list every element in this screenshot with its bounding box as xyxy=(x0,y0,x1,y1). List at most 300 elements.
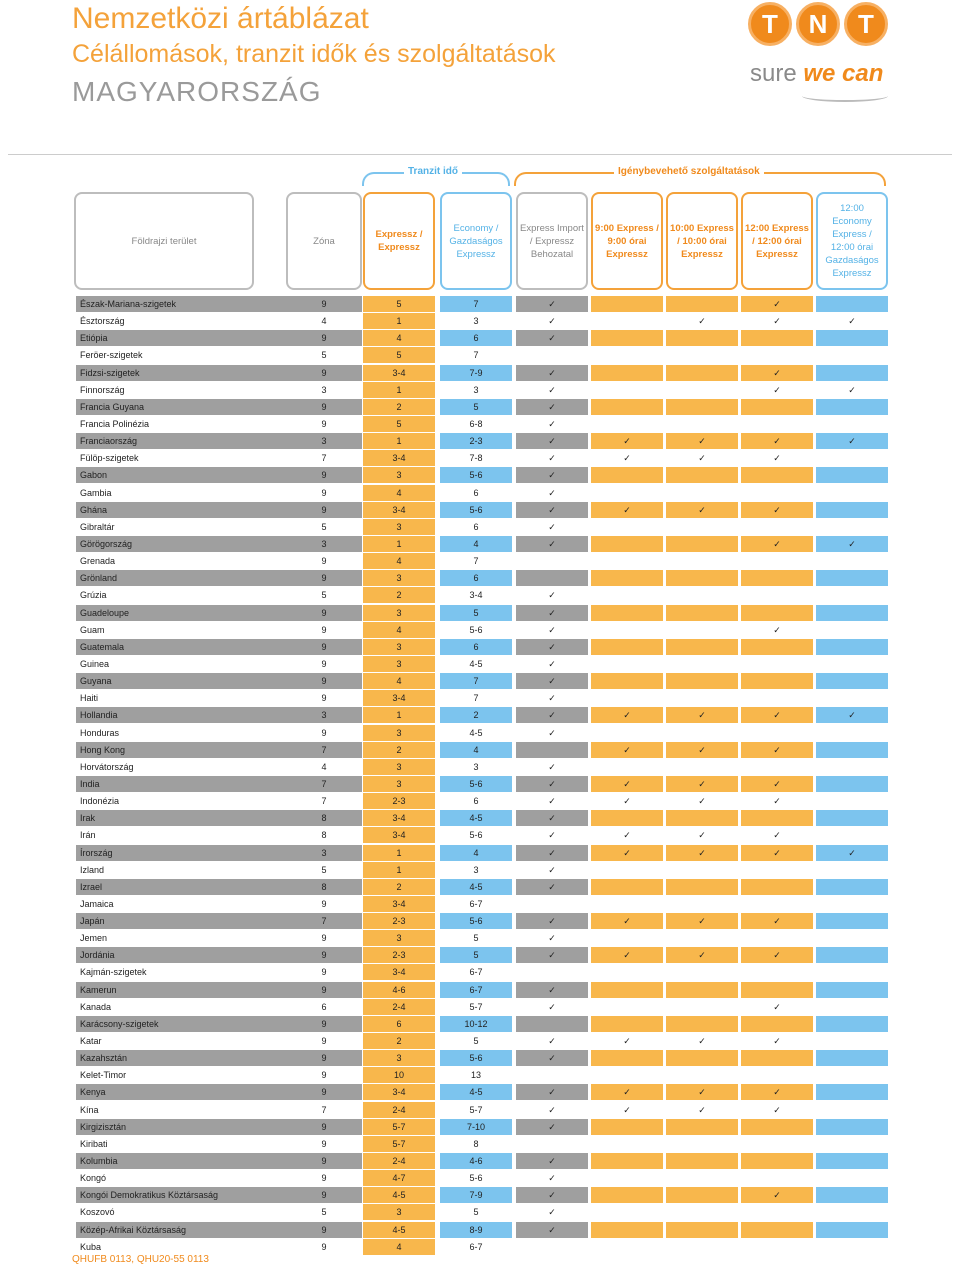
row-zone: 8 xyxy=(286,810,362,826)
service-check-cell xyxy=(516,964,588,980)
row-country: Kelet-Timor xyxy=(80,1070,127,1081)
row-economy-days: 5-6 xyxy=(440,913,512,929)
service-check-cell xyxy=(816,502,888,518)
service-check-cell xyxy=(741,1222,813,1238)
row-country: Írország xyxy=(76,845,286,861)
service-check-cell xyxy=(591,1222,663,1238)
check-icon: ✓ xyxy=(666,1084,738,1100)
service-check-cell xyxy=(516,347,588,363)
footer-code: QHUFB 0113, QHU20-55 0113 xyxy=(72,1254,209,1265)
check-icon: ✓ xyxy=(698,830,706,841)
row-economy-days: 5 xyxy=(440,947,512,963)
row-express-days: 4 xyxy=(363,1239,435,1255)
service-check-cell xyxy=(591,1170,663,1186)
service-check-cell xyxy=(666,485,738,501)
row-economy-days: 5-6 xyxy=(469,624,483,635)
row-zone: 3 xyxy=(286,707,362,723)
check-icon: ✓ xyxy=(773,453,781,464)
row-express-days: 3-4 xyxy=(363,896,435,912)
service-check-cell xyxy=(816,1222,888,1238)
row-express-days: 3 xyxy=(363,776,435,792)
row-economy-days: 13 xyxy=(470,1070,481,1081)
row-economy-days: 5-6 xyxy=(440,467,512,483)
row-express-days: 3 xyxy=(363,1050,435,1066)
check-icon: ✓ xyxy=(516,433,588,449)
table-row xyxy=(76,673,888,690)
row-economy-days: 6 xyxy=(473,521,479,532)
row-country: Jamaica xyxy=(80,898,114,909)
service-check-cell xyxy=(591,982,663,998)
check-icon: ✓ xyxy=(516,673,588,689)
check-icon: ✓ xyxy=(548,521,556,532)
row-economy-days: 10-12 xyxy=(440,1016,512,1032)
row-zone: 9 xyxy=(286,947,362,963)
services-group-label: Igénybevehető szolgáltatások xyxy=(614,166,764,177)
check-icon: ✓ xyxy=(516,399,588,415)
service-check-cell xyxy=(591,519,663,535)
service-check-cell xyxy=(591,587,663,603)
service-check-cell xyxy=(741,879,813,895)
row-zone: 9 xyxy=(286,1187,362,1203)
service-check-cell xyxy=(741,1153,813,1169)
row-express-days: 3 xyxy=(363,467,435,483)
service-check-cell xyxy=(741,587,813,603)
check-icon: ✓ xyxy=(516,879,588,895)
header-twelve-economy: 12:00 Economy Express / 12:00 órai Gazdaságos Expressz xyxy=(816,192,888,290)
table-row xyxy=(76,570,888,587)
check-icon: ✓ xyxy=(548,796,556,807)
row-economy-days: 6-7 xyxy=(469,967,483,978)
row-zone: 5 xyxy=(321,350,327,361)
row-zone: 9 xyxy=(321,556,327,567)
service-check-cell xyxy=(816,982,888,998)
table-row xyxy=(76,1136,888,1153)
table-row xyxy=(76,1033,888,1050)
row-country: Katar xyxy=(80,1036,102,1047)
row-country: Feröer-szigetek xyxy=(80,350,143,361)
table-row xyxy=(76,759,888,776)
check-icon: ✓ xyxy=(591,947,663,963)
row-economy-days: 7 xyxy=(473,556,479,567)
row-express-days: 6 xyxy=(363,1016,435,1032)
row-country: Haiti xyxy=(80,693,99,704)
row-zone: 9 xyxy=(286,1084,362,1100)
table-row xyxy=(76,502,888,519)
service-check-cell xyxy=(741,810,813,826)
row-zone: 9 xyxy=(321,933,327,944)
table-row xyxy=(76,1084,888,1101)
check-icon: ✓ xyxy=(516,536,588,552)
check-icon: ✓ xyxy=(548,761,556,772)
row-zone: 9 xyxy=(286,330,362,346)
row-express-days: 1 xyxy=(363,433,435,449)
check-icon: ✓ xyxy=(516,1084,588,1100)
row-zone: 7 xyxy=(321,453,327,464)
page-title: Nemzetközi ártáblázat xyxy=(72,2,369,35)
service-check-cell xyxy=(816,587,888,603)
tagline-we-can: we can xyxy=(803,60,884,87)
row-economy-days: 3 xyxy=(473,864,479,875)
check-icon: ✓ xyxy=(623,1036,631,1047)
service-check-cell xyxy=(741,399,813,415)
service-check-cell xyxy=(816,622,888,638)
service-check-cell xyxy=(816,605,888,621)
row-zone: 9 xyxy=(321,898,327,909)
row-country: Japán xyxy=(76,913,286,929)
check-icon: ✓ xyxy=(516,776,588,792)
row-express-days: 2-4 xyxy=(363,1102,435,1118)
row-country: Guatemala xyxy=(76,639,286,655)
service-check-cell xyxy=(591,725,663,741)
service-check-cell xyxy=(666,570,738,586)
row-economy-days: 4-5 xyxy=(440,1084,512,1100)
service-check-cell xyxy=(666,964,738,980)
row-express-days: 4-6 xyxy=(363,982,435,998)
table-row xyxy=(76,313,888,330)
table-row xyxy=(76,827,888,844)
check-icon: ✓ xyxy=(816,433,888,449)
row-zone: 9 xyxy=(321,1070,327,1081)
check-icon: ✓ xyxy=(666,913,738,929)
row-economy-days: 5-6 xyxy=(469,830,483,841)
service-check-cell xyxy=(516,1136,588,1152)
row-zone: 9 xyxy=(286,399,362,415)
row-country: Kenya xyxy=(76,1084,286,1100)
service-check-cell xyxy=(666,810,738,826)
row-country: Franciaország xyxy=(76,433,286,449)
row-express-days: 3 xyxy=(363,930,435,946)
check-icon: ✓ xyxy=(741,365,813,381)
service-check-cell xyxy=(741,553,813,569)
row-country: Fidzsi-szigetek xyxy=(76,365,286,381)
row-country: Kamerun xyxy=(76,982,286,998)
row-zone: 9 xyxy=(321,1173,327,1184)
check-icon: ✓ xyxy=(591,433,663,449)
service-check-cell xyxy=(666,673,738,689)
check-icon: ✓ xyxy=(773,1036,781,1047)
table-row xyxy=(76,1050,888,1067)
service-check-cell xyxy=(666,690,738,706)
service-check-cell xyxy=(591,656,663,672)
check-icon: ✓ xyxy=(741,296,813,312)
check-icon: ✓ xyxy=(666,433,738,449)
service-check-cell xyxy=(741,1204,813,1220)
row-express-days: 5-7 xyxy=(363,1119,435,1135)
service-check-cell xyxy=(666,519,738,535)
row-zone: 9 xyxy=(321,418,327,429)
service-check-cell xyxy=(741,570,813,586)
table-row xyxy=(76,656,888,673)
row-express-days: 5-7 xyxy=(363,1136,435,1152)
row-economy-days: 7 xyxy=(473,693,479,704)
logo-letter-t1: T xyxy=(748,2,792,46)
service-check-cell xyxy=(741,690,813,706)
header-ten: 10:00 Express / 10:00 órai Expressz xyxy=(666,192,738,290)
service-check-cell xyxy=(741,639,813,655)
service-check-cell xyxy=(591,639,663,655)
row-economy-days: 4-5 xyxy=(440,810,512,826)
service-check-cell xyxy=(741,656,813,672)
row-country: Karácsony-szigetek xyxy=(76,1016,286,1032)
swoosh-icon xyxy=(802,90,888,102)
row-zone: 9 xyxy=(321,727,327,738)
check-icon: ✓ xyxy=(741,913,813,929)
row-express-days: 3-4 xyxy=(363,365,435,381)
service-check-cell xyxy=(666,296,738,312)
check-icon: ✓ xyxy=(516,913,588,929)
service-check-cell xyxy=(591,296,663,312)
row-economy-days: 5 xyxy=(473,1036,479,1047)
row-economy-days: 6 xyxy=(440,570,512,586)
service-check-cell xyxy=(591,879,663,895)
service-check-cell xyxy=(666,639,738,655)
row-express-days: 3 xyxy=(363,759,435,775)
check-icon: ✓ xyxy=(773,830,781,841)
check-icon: ✓ xyxy=(773,1104,781,1115)
row-economy-days: 7 xyxy=(473,350,479,361)
check-icon: ✓ xyxy=(548,418,556,429)
row-economy-days: 6 xyxy=(440,639,512,655)
check-icon: ✓ xyxy=(666,845,738,861)
row-country: Guam xyxy=(80,624,105,635)
service-check-cell xyxy=(591,1187,663,1203)
service-check-cell xyxy=(816,1033,888,1049)
row-economy-days: 6-7 xyxy=(469,1241,483,1252)
table-row xyxy=(76,913,888,930)
service-check-cell xyxy=(816,690,888,706)
row-zone: 6 xyxy=(321,1001,327,1012)
service-check-cell xyxy=(741,759,813,775)
service-check-cell xyxy=(741,1119,813,1135)
table-row xyxy=(76,982,888,999)
check-icon: ✓ xyxy=(516,605,588,621)
row-express-days: 4-7 xyxy=(363,1170,435,1186)
row-express-days: 4 xyxy=(363,622,435,638)
service-check-cell xyxy=(741,1067,813,1083)
header-region: Földrajzi terület xyxy=(74,192,254,290)
row-country: Észtország xyxy=(80,316,125,327)
table-row xyxy=(76,793,888,810)
row-zone: 9 xyxy=(286,982,362,998)
check-icon: ✓ xyxy=(548,1207,556,1218)
service-check-cell xyxy=(591,690,663,706)
row-express-days: 4 xyxy=(363,485,435,501)
row-zone: 9 xyxy=(286,1222,362,1238)
table-row xyxy=(76,999,888,1016)
service-check-cell xyxy=(741,485,813,501)
table-row xyxy=(76,433,888,450)
service-check-cell xyxy=(816,399,888,415)
check-icon: ✓ xyxy=(848,384,856,395)
check-icon: ✓ xyxy=(516,296,588,312)
table-row xyxy=(76,930,888,947)
service-check-cell xyxy=(666,536,738,552)
service-check-cell xyxy=(516,1067,588,1083)
row-country: Kuba xyxy=(80,1241,102,1252)
row-economy-days: 3 xyxy=(473,316,479,327)
service-check-cell xyxy=(591,416,663,432)
check-icon: ✓ xyxy=(548,1104,556,1115)
check-icon: ✓ xyxy=(591,502,663,518)
row-zone: 9 xyxy=(321,624,327,635)
check-icon: ✓ xyxy=(698,1036,706,1047)
service-check-cell xyxy=(741,1239,813,1255)
check-icon: ✓ xyxy=(548,658,556,669)
check-icon: ✓ xyxy=(548,487,556,498)
service-check-cell xyxy=(591,1016,663,1032)
check-icon: ✓ xyxy=(548,384,556,395)
check-icon: ✓ xyxy=(773,1001,781,1012)
row-zone: 5 xyxy=(321,590,327,601)
check-icon: ✓ xyxy=(591,913,663,929)
row-express-days: 5 xyxy=(363,416,435,432)
row-express-days: 3-4 xyxy=(363,690,435,706)
service-check-cell xyxy=(741,725,813,741)
check-icon: ✓ xyxy=(816,707,888,723)
row-economy-days: 4 xyxy=(440,845,512,861)
check-icon: ✓ xyxy=(666,502,738,518)
row-express-days: 2-3 xyxy=(363,913,435,929)
service-check-cell xyxy=(741,862,813,878)
check-icon: ✓ xyxy=(666,707,738,723)
service-check-cell xyxy=(591,1119,663,1135)
check-icon: ✓ xyxy=(516,330,588,346)
row-economy-days: 5-7 xyxy=(469,1104,483,1115)
row-country: Grönland xyxy=(76,570,286,586)
check-icon: ✓ xyxy=(548,727,556,738)
service-check-cell xyxy=(591,673,663,689)
table-row xyxy=(76,1170,888,1187)
check-icon: ✓ xyxy=(548,590,556,601)
row-express-days: 5 xyxy=(363,296,435,312)
check-icon: ✓ xyxy=(516,1153,588,1169)
service-check-cell xyxy=(666,416,738,432)
service-check-cell xyxy=(816,450,888,466)
row-zone: 9 xyxy=(321,658,327,669)
check-icon: ✓ xyxy=(548,693,556,704)
row-economy-days: 5-6 xyxy=(440,1050,512,1066)
logo-letter-t2: T xyxy=(844,2,888,46)
service-check-cell xyxy=(591,330,663,346)
table-row xyxy=(76,382,888,399)
row-express-days: 3 xyxy=(363,519,435,535)
row-express-days: 3-4 xyxy=(363,964,435,980)
table-row xyxy=(76,776,888,793)
row-express-days: 2 xyxy=(363,399,435,415)
row-express-days: 4-5 xyxy=(363,1222,435,1238)
service-check-cell xyxy=(591,399,663,415)
row-express-days: 3-4 xyxy=(363,827,435,843)
service-check-cell xyxy=(591,1239,663,1255)
row-express-days: 3-4 xyxy=(363,502,435,518)
check-icon: ✓ xyxy=(848,316,856,327)
row-country: Jemen xyxy=(80,933,108,944)
service-check-cell xyxy=(741,1016,813,1032)
service-check-cell xyxy=(816,742,888,758)
service-check-cell xyxy=(816,365,888,381)
service-check-cell xyxy=(741,673,813,689)
row-express-days: 5 xyxy=(363,347,435,363)
check-icon: ✓ xyxy=(741,776,813,792)
service-check-cell xyxy=(666,1050,738,1066)
row-zone: 7 xyxy=(286,913,362,929)
row-zone: 9 xyxy=(286,365,362,381)
service-check-cell xyxy=(741,330,813,346)
table-row xyxy=(76,1067,888,1084)
table-row xyxy=(76,467,888,484)
check-icon: ✓ xyxy=(516,467,588,483)
table-row xyxy=(76,399,888,416)
row-country: Guinea xyxy=(80,658,110,669)
check-icon: ✓ xyxy=(773,384,781,395)
service-check-cell xyxy=(816,673,888,689)
row-economy-days: 6 xyxy=(473,796,479,807)
check-icon: ✓ xyxy=(516,1119,588,1135)
row-economy-days: 3 xyxy=(473,761,479,772)
service-check-cell xyxy=(816,999,888,1015)
table-row xyxy=(76,1187,888,1204)
row-zone: 8 xyxy=(321,830,327,841)
check-icon: ✓ xyxy=(741,1187,813,1203)
service-check-cell xyxy=(816,827,888,843)
logo-tagline xyxy=(750,60,883,88)
check-icon: ✓ xyxy=(516,810,588,826)
row-country: Koszovó xyxy=(80,1207,115,1218)
service-check-cell xyxy=(591,964,663,980)
tnt-logo xyxy=(748,2,898,110)
service-check-cell xyxy=(666,347,738,363)
table-row xyxy=(76,416,888,433)
service-check-cell xyxy=(591,570,663,586)
service-check-cell xyxy=(741,467,813,483)
service-check-cell xyxy=(666,399,738,415)
service-check-cell xyxy=(666,553,738,569)
check-icon: ✓ xyxy=(548,830,556,841)
table-row xyxy=(76,365,888,382)
row-zone: 3 xyxy=(286,845,362,861)
table-row xyxy=(76,947,888,964)
service-check-cell xyxy=(516,1239,588,1255)
service-check-cell xyxy=(666,1204,738,1220)
row-zone: 9 xyxy=(286,639,362,655)
row-zone: 9 xyxy=(321,693,327,704)
row-economy-days: 7-9 xyxy=(440,365,512,381)
table-row xyxy=(76,587,888,604)
check-icon: ✓ xyxy=(816,845,888,861)
row-economy-days: 4-5 xyxy=(469,658,483,669)
row-express-days: 2 xyxy=(363,879,435,895)
header-import: Express Import / Expressz Behozatal xyxy=(516,192,588,290)
service-check-cell xyxy=(591,347,663,363)
row-economy-days: 5 xyxy=(473,1207,479,1218)
row-economy-days: 4-5 xyxy=(440,879,512,895)
check-icon: ✓ xyxy=(591,845,663,861)
row-zone: 9 xyxy=(286,605,362,621)
check-icon: ✓ xyxy=(623,453,631,464)
check-icon: ✓ xyxy=(741,536,813,552)
check-icon: ✓ xyxy=(741,707,813,723)
service-check-cell xyxy=(741,347,813,363)
check-icon: ✓ xyxy=(548,1036,556,1047)
service-check-cell xyxy=(591,1067,663,1083)
row-economy-days: 4 xyxy=(440,536,512,552)
service-check-cell xyxy=(816,347,888,363)
service-check-cell xyxy=(741,1050,813,1066)
service-check-cell xyxy=(741,964,813,980)
row-zone: 5 xyxy=(321,521,327,532)
service-check-cell xyxy=(666,1187,738,1203)
service-check-cell xyxy=(816,759,888,775)
